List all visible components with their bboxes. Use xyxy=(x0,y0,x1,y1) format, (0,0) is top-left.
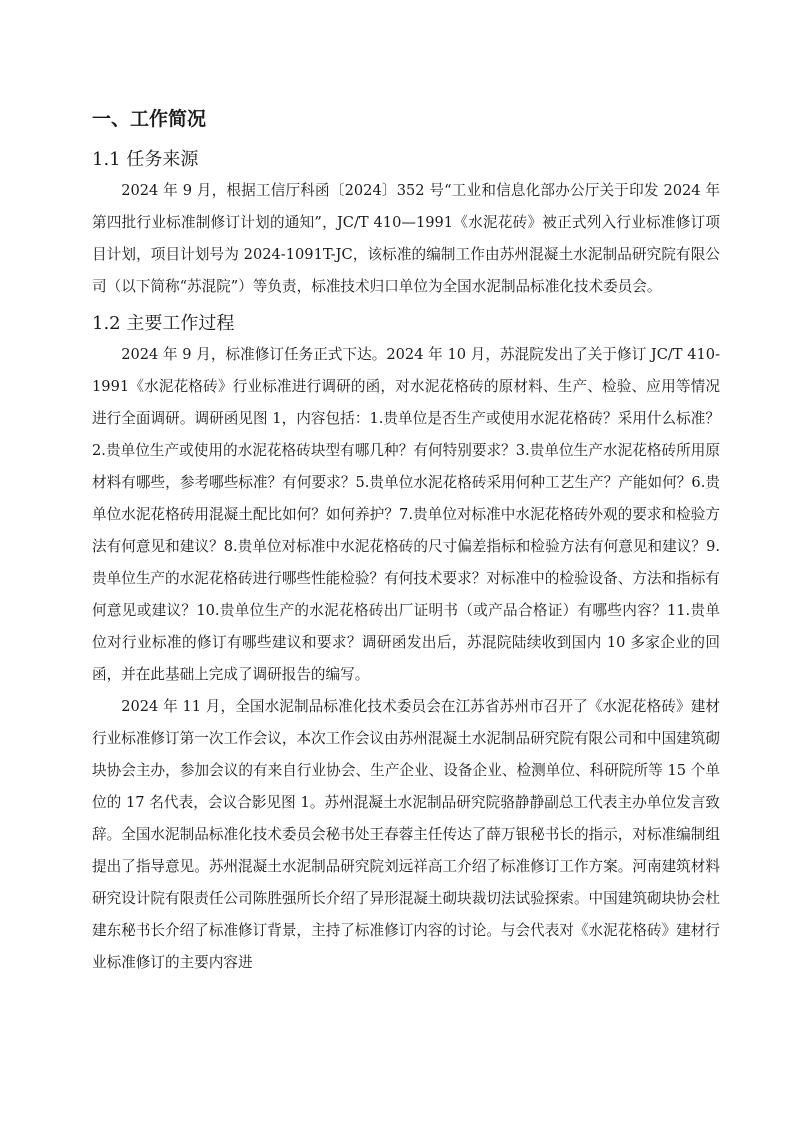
paragraph-task-source: 2024 年 9 月，根据工信厅科函〔2024〕352 号“工业和信息化部办公厅关于印发 2024 年第四批行业标准制修订计划的通知”，JC/T 410—1991《水泥花砖》被正式列入行业标准修订项目计划，项目计划号为 2024-1091T-JC，该标准的编制工作由苏州混凝土水泥制品研究院有限公司（以下简称“苏混院”）等负责，标准技术归口单位为全国水泥制品标准化技术委员会。 xyxy=(92,182,720,295)
paragraph-work-process-2: 2024 年 11 月，全国水泥制品标准化技术委员会在江苏省苏州市召开了《水泥花格砖》建材行业标准修订第一次工作会议，本次工作会议由苏州混凝土水泥制品研究院有限公司和中国建筑砌块协会主办，参加会议的有来自行业协会、生产企业、设备企业、检测单位、科研院所等 15 个单位的 17 名代表，会议合影见图 1。苏州混凝土水泥制品研究院骆静静副总工代表主办单位发言致辞。全国水泥制品标准化技术委员会秘书处王春蓉主任传达了薛万银秘书长的指示，对标准编制组提出了指导意见。苏州混凝土水泥制品研究院刘远祥高工介绍了标准修订工作方案。河南建筑材料研究设计院有限责任公司陈胜强所长介绍了异形混凝土砌块裁切法试验探索。中国建筑砌块协会杜建东秘书长介绍了标准修订背景，主持了标准修订内容的讨论。与会代表对《水泥花格砖》建材行业标准修订的主要内容进 xyxy=(92,698,720,971)
section-heading: 一、工作简况 xyxy=(92,108,207,130)
document-page xyxy=(92,100,720,979)
paragraph-work-process-1: 2024 年 9 月，标准修订任务正式下达。2024 年 10 月，苏混院发出了关于修订 JC/T 410-1991《水泥花格砖》行业标准进行调研的函，对水泥花格砖的原材料、生产、检验、应用等情况进行全面调研。调研函见图 1，内容包括：1.贵单位是否生产或使用水泥花格砖？采用什么标准？2.贵单位生产或使用的水泥花格砖块型有哪几种？有何特别要求？3.贵单位生产水泥花格砖所用原材料有哪些，参考哪些标准？有何要求？5.贵单位水泥花格砖采用何种工艺生产？产能如何？6.贵单位水泥花格砖用混凝土配比如何？如何养护？7.贵单位对标准中水泥花格砖外观的要求和检验方法有何意见和建议？8.贵单位对标准中水泥花格砖的尺寸偏差指标和检验方法有何意见和建议？9.贵单位生产的水泥花格砖进行哪些性能检验？有何技术要求？对标准中的检验设备、方法和指标有何意见或建议？10.贵单位生产的水泥花格砖出厂证明书（或产品合格证）有哪些内容？11.贵单位对行业标准的修订有哪些建议和要求？调研函发出后，苏混院陆续收到国内 10 多家企业的回函，并在此基础上完成了调研报告的编写。 xyxy=(92,346,720,683)
subsection-title-1-1: 1.1 任务来源 xyxy=(92,149,199,170)
subsection-title-1-2: 1.2 主要工作过程 xyxy=(92,313,235,334)
